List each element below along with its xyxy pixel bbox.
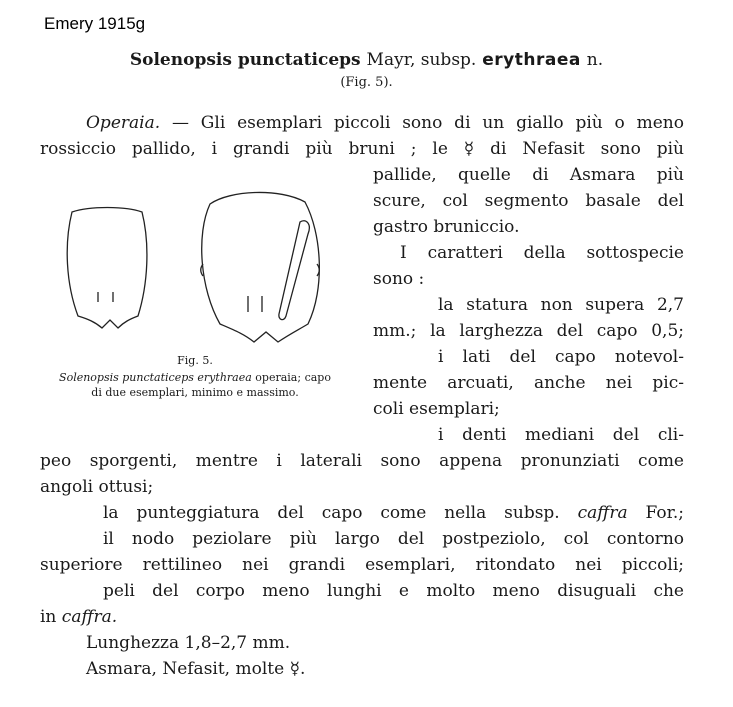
text-line: peli del corpo meno lunghi e molto meno disuguali che [103,581,684,601]
text-line: angoli ottusi; [40,477,154,497]
small-head-outline [67,208,147,329]
caption-line: di due esemplari, minimo e massimo. [91,386,299,399]
text-line: I caratteri della sottospecie [400,243,684,263]
taxon-name: Solenopsis punctaticeps [129,50,361,70]
subspecies-name: erythraea [482,50,581,70]
taxon-title [0,50,733,70]
ant-head-figure [50,184,340,344]
taxon-author: Mayr, subsp. [366,50,477,70]
text-line: i denti mediani del cli- [438,425,684,445]
text-line: coli esemplari; [373,399,500,419]
antenna-scape-outline [279,221,309,320]
caption-line [40,370,350,385]
text-line: pallide, quelle di Asmara più [373,165,684,185]
text-line [40,604,117,630]
text-line: la statura non supera 2,7 [438,295,684,315]
caption-taxon: Solenopsis punctaticeps erythraea [59,371,252,384]
text-line: mente arcuati, anche nei pic- [373,373,684,393]
text-line: gastro bruniccio. [373,217,520,237]
text-line: mm.; la larghezza del capo 0,5; [373,321,684,341]
text-line: scure, col segmento basale del [373,191,684,211]
document-label: Emery 1915g [44,14,146,33]
taxon-status: n. [586,50,604,70]
section-heading: Operaia. [86,113,161,133]
text-line: Asmara, Nefasit, molte ☿. [86,659,306,679]
text-line: sono : [373,269,425,289]
text-line: superiore rettilineo nei grandi esemplari, ritondato nei piccoli; [40,555,684,575]
text-span: la punteggiatura del capo come nella subsp. [103,503,560,523]
text-line: rossiccio pallido, i grandi più bruni ; le ☿ di Nefasit sono più [40,139,684,159]
text-line: i lati del capo notevol- [438,347,684,367]
text-line [86,110,684,136]
text-span: — Gli esemplari piccoli sono di un giallo più o meno [171,113,684,133]
text-span: operaia; capo [255,371,331,384]
large-head-outline [202,192,320,342]
text-line [103,500,684,526]
text-line: peo sporgenti, mentre i laterali sono appena pronunziati come [40,451,684,471]
figure-reference: (Fig. 5). [340,75,393,90]
small-head-clypeal-lines [98,292,113,302]
figure-caption [40,354,350,400]
text-line: il nodo peziolare più largo del postpeziolo, col contorno [103,529,684,549]
text-span: For.; [645,503,684,523]
figure-number: Fig. 5. [177,354,213,367]
text-span: caffra. [61,607,118,627]
text-span: in [40,607,57,627]
text-span: caffra [577,503,628,523]
large-head-clypeal-lines [248,296,262,312]
text-line: Lunghezza 1,8–2,7 mm. [86,633,291,653]
